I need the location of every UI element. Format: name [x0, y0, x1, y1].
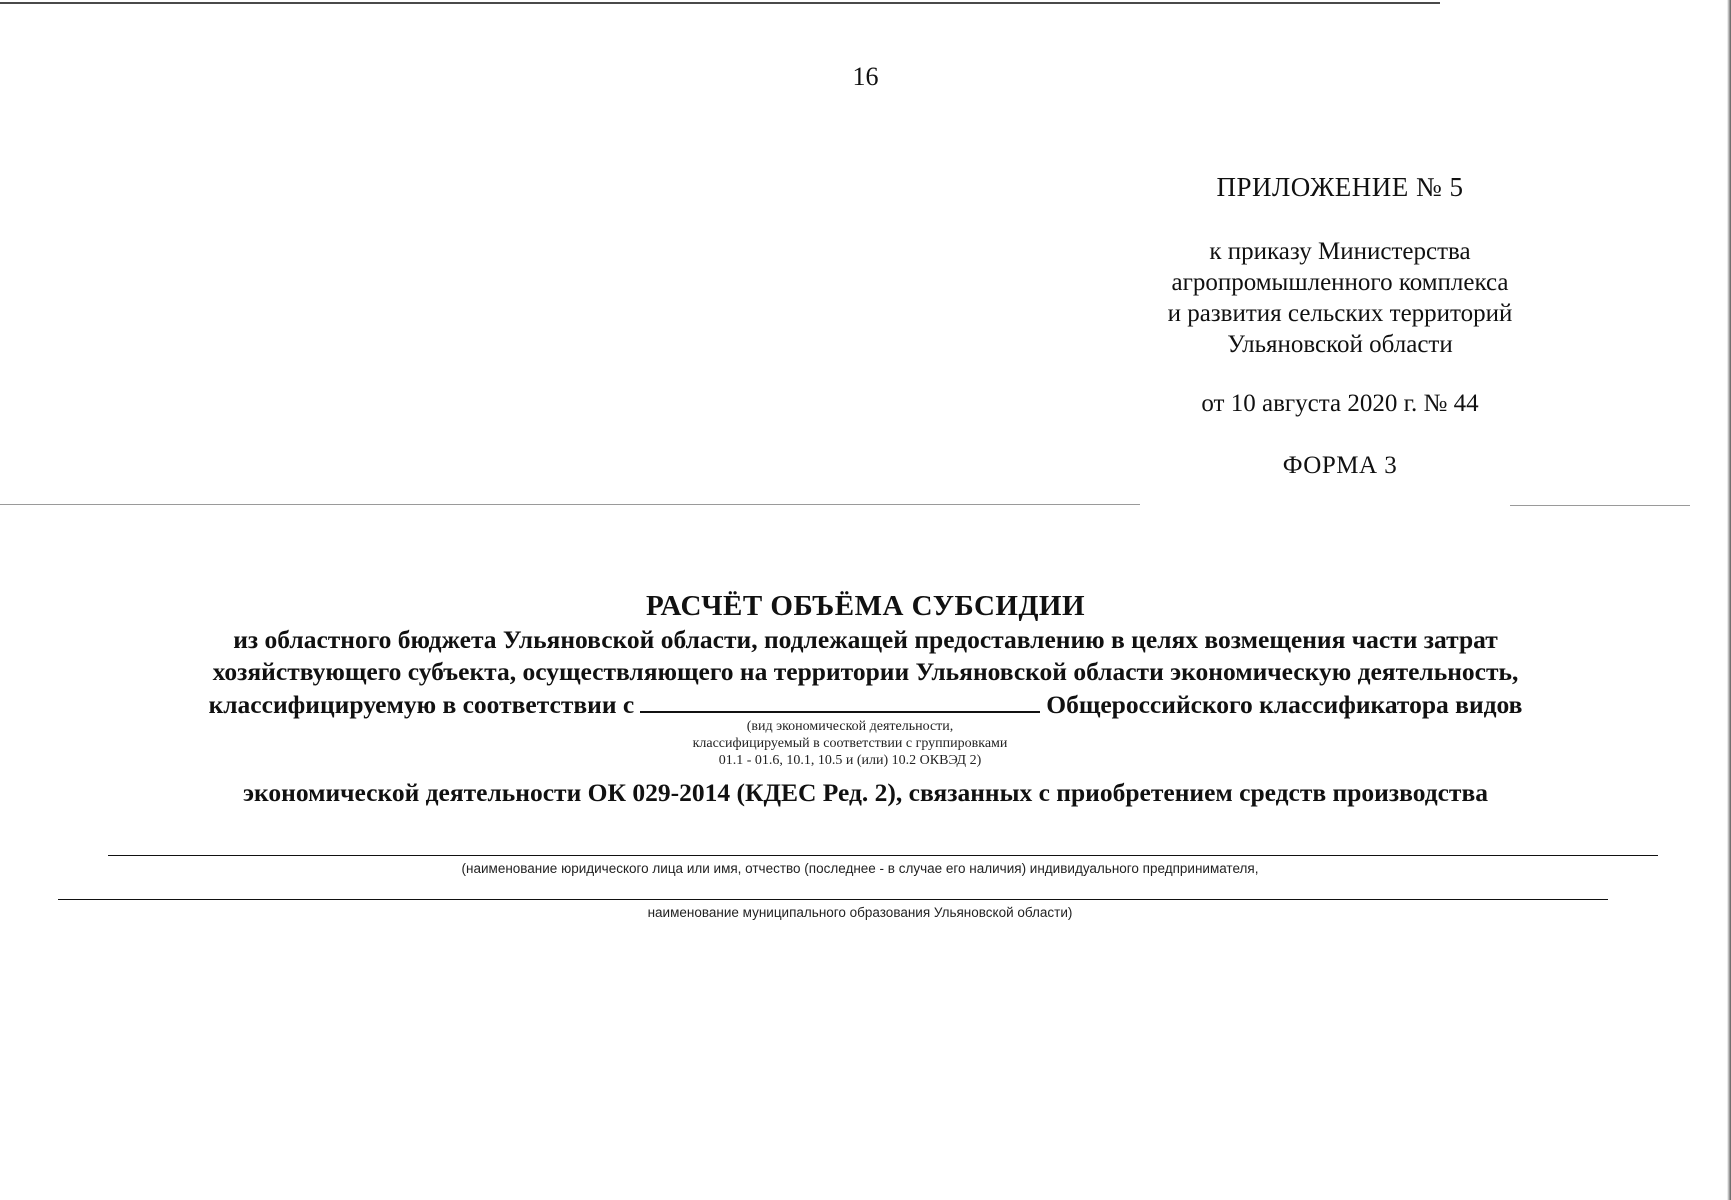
form-label: ФОРМА 3: [1282, 452, 1398, 479]
scan-artifact-line: [0, 504, 1140, 505]
order-line: и развития сельских территорий: [1167, 300, 1513, 327]
heading-line-2: хозяйствующего субъекта, осуществляющего на территории Ульяновской области экономическую деятельность,: [212, 657, 1519, 686]
order-date: от 10 августа 2020 г. № 44: [1201, 390, 1479, 417]
heading-line-3: [0, 689, 1731, 720]
activity-type-blank[interactable]: [640, 689, 1040, 713]
document-title: РАСЧЁТ ОБЪЁМА СУБСИДИИ: [645, 590, 1086, 622]
heading-line-4: экономической деятельности ОК 029-2014 (КДЕС Ред. 2), связанных с приобретением средств производства: [243, 778, 1488, 807]
recipient-caption-2: наименование муниципального образования Ульяновской области): [647, 905, 1073, 920]
municipality-line[interactable]: [58, 899, 1608, 900]
order-reference: [1090, 236, 1590, 360]
heading-line-1: из областного бюджета Ульяновской области, подлежащей предоставлению в целях возмещения части затрат: [233, 625, 1498, 654]
recipient-name-line[interactable]: [108, 855, 1658, 856]
heading-line-3-start: классифицируемую в соответствии с: [208, 690, 635, 719]
order-line: к приказу Министерства: [1209, 238, 1471, 265]
page-number: 16: [852, 62, 879, 91]
heading-line-3-end: Общероссийского классификатора видов: [1046, 690, 1523, 719]
order-line: Ульяновской области: [1227, 331, 1453, 358]
order-line: агропромышленного комплекса: [1171, 269, 1509, 296]
caption-line: (вид экономической деятельности,: [746, 719, 954, 734]
activity-type-caption: [600, 718, 1100, 769]
caption-line: классифицируемый в соответствии с группировками: [692, 736, 1008, 751]
scan-artifact-line: [1510, 505, 1690, 506]
caption-line: 01.1 - 01.6, 10.1, 10.5 и (или) 10.2 ОКВЭД 2): [718, 753, 982, 768]
recipient-caption-1: (наименование юридического лица или имя, отчество (последнее - в случае его наличия) индивидуального предпринимателя,: [461, 861, 1259, 876]
appendix-title: ПРИЛОЖЕНИЕ № 5: [1216, 172, 1464, 202]
scan-edge-top: [0, 2, 1440, 4]
